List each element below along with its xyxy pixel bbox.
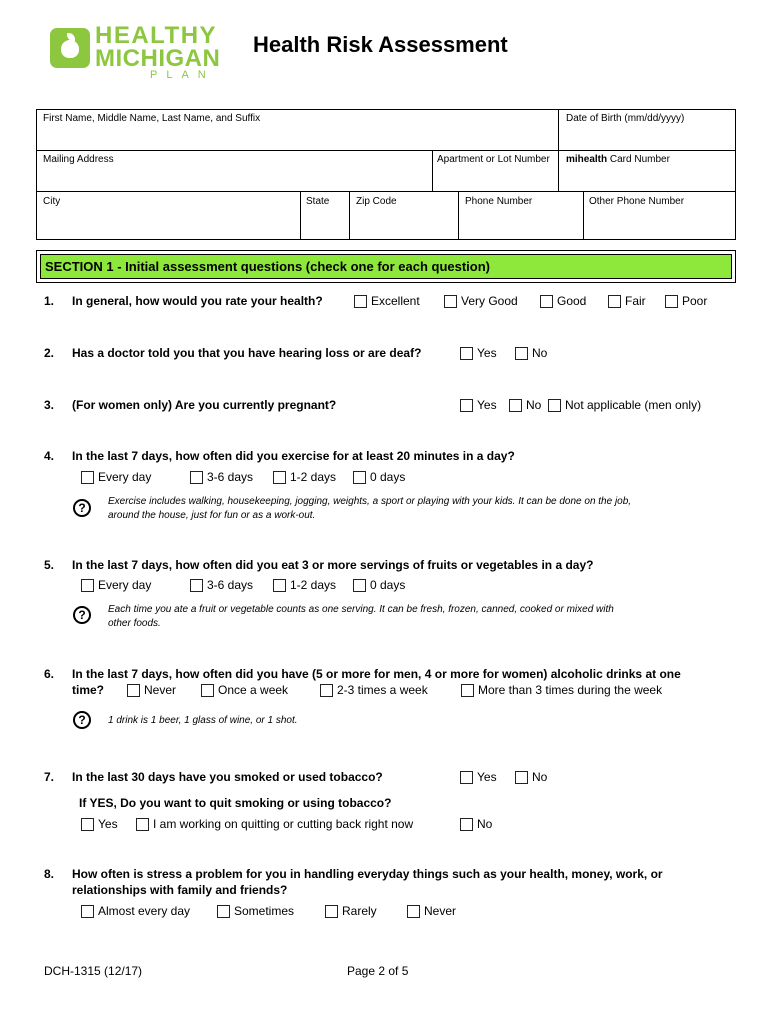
- q7-sub-option-working-on-quitting[interactable]: [136, 816, 413, 832]
- q5-option-0-days[interactable]: [353, 577, 405, 593]
- address-field[interactable]: Mailing Address: [43, 154, 114, 165]
- option-label: 0 days: [370, 470, 406, 484]
- checkbox[interactable]: [460, 771, 473, 784]
- checkbox[interactable]: [127, 684, 140, 697]
- q2-option-yes[interactable]: [460, 345, 497, 361]
- checkbox[interactable]: [325, 905, 338, 918]
- question-text: Has a doctor told you that you have hearing loss or are deaf?: [72, 346, 422, 360]
- grid-divider: [458, 191, 459, 240]
- personal-info-grid: [36, 109, 736, 240]
- option-label: Sometimes: [234, 904, 295, 918]
- option-label: Every day: [98, 578, 152, 592]
- help-icon: ?: [73, 711, 91, 729]
- q6-option-more-than-3[interactable]: [461, 682, 662, 698]
- checkbox[interactable]: [353, 471, 366, 484]
- checkbox[interactable]: [190, 579, 203, 592]
- option-label: Very Good: [461, 294, 518, 308]
- form-number: DCH-1315 (12/17): [44, 964, 143, 978]
- question-text: In general, how would you rate your health?: [72, 294, 323, 308]
- grid-divider: [558, 109, 559, 191]
- checkbox[interactable]: [460, 399, 473, 412]
- question-text: In the last 7 days, how often did you have (5 or more for men, 4 or more for women) alcoholic drinks at one: [72, 667, 681, 681]
- checkbox[interactable]: [81, 471, 94, 484]
- q5-option-1-2-days[interactable]: [273, 577, 336, 593]
- option-label: Every day: [98, 470, 152, 484]
- checkbox[interactable]: [81, 818, 94, 831]
- grid-divider: [432, 150, 433, 191]
- help-note: around the house, just for fun or as a work-out.: [108, 510, 316, 521]
- question-number: 7.: [44, 770, 55, 784]
- option-label: Yes: [477, 398, 497, 412]
- checkbox[interactable]: [201, 684, 214, 697]
- q2-option-no[interactable]: [515, 345, 547, 361]
- question-text-continued: relationships with family and friends?: [72, 883, 288, 897]
- option-label: 3-6 days: [207, 470, 254, 484]
- option-label: Fair: [625, 294, 646, 308]
- help-icon: ?: [73, 499, 91, 517]
- help-note: other foods.: [108, 618, 161, 629]
- q5-option-3-6-days[interactable]: [190, 577, 253, 593]
- help-note: Exercise includes walking, housekeeping, jogging, weights, a sport or playing with your kids. It can be done on the job,: [108, 496, 632, 507]
- checkbox[interactable]: [354, 295, 367, 308]
- q4-option-3-6-days[interactable]: [190, 469, 253, 485]
- city-field[interactable]: City: [43, 196, 61, 207]
- checkbox[interactable]: [273, 471, 286, 484]
- checkbox[interactable]: [461, 684, 474, 697]
- question-number: 8.: [44, 867, 55, 881]
- question-number: 6.: [44, 667, 55, 681]
- help-note: 1 drink is 1 beer, 1 glass of wine, or 1 shot.: [108, 715, 298, 726]
- question-text: In the last 7 days, how often did you eat 3 or more servings of fruits or vegetables in a day?: [72, 558, 594, 572]
- apt-field[interactable]: Apartment or Lot Number: [437, 154, 550, 165]
- checkbox[interactable]: [81, 579, 94, 592]
- name-field[interactable]: First Name, Middle Name, Last Name, and Suffix: [43, 113, 261, 124]
- sub-question-text: If YES, Do you want to quit smoking or using tobacco?: [79, 796, 392, 810]
- page-number: Page 2 of 5: [347, 964, 409, 978]
- logo-text-healthy: HEALTHY: [95, 22, 218, 49]
- checkbox[interactable]: [515, 347, 528, 360]
- option-label: 3-6 days: [207, 578, 254, 592]
- help-note: Each time you ate a fruit or vegetable counts as one serving. It can be fresh, frozen, canned, cooked or mixed with: [108, 604, 614, 615]
- option-label: No: [526, 398, 542, 412]
- option-label: No: [532, 770, 548, 784]
- zip-field[interactable]: Zip Code: [356, 196, 397, 207]
- option-label: Good: [557, 294, 587, 308]
- q1-option-excellent[interactable]: [354, 293, 420, 309]
- question-text-continued: time?: [72, 683, 105, 697]
- logo-text-michigan: MICHIGAN: [95, 45, 221, 72]
- q6-option-2-3-times[interactable]: [320, 682, 428, 698]
- checkbox[interactable]: [444, 295, 457, 308]
- q8-option-never[interactable]: [407, 903, 456, 919]
- grid-divider: [583, 191, 584, 240]
- question-text: How often is stress a problem for you in handling everyday things such as your health, money, work, or: [72, 867, 663, 881]
- checkbox[interactable]: [320, 684, 333, 697]
- dob-field[interactable]: Date of Birth (mm/dd/yyyy): [566, 113, 685, 124]
- checkbox[interactable]: [81, 905, 94, 918]
- option-label: Yes: [477, 770, 497, 784]
- card-number-label-bold: mihealth: [566, 154, 608, 165]
- q8-option-rarely[interactable]: [325, 903, 377, 919]
- question-number: 2.: [44, 346, 55, 360]
- checkbox[interactable]: [665, 295, 678, 308]
- checkbox[interactable]: [217, 905, 230, 918]
- help-icon: ?: [73, 606, 91, 624]
- q5-option-every-day[interactable]: [81, 577, 151, 593]
- q8-option-sometimes[interactable]: [217, 903, 294, 919]
- checkbox[interactable]: [509, 399, 522, 412]
- grid-divider: [300, 191, 301, 240]
- checkbox[interactable]: [353, 579, 366, 592]
- q4-option-every-day[interactable]: [81, 469, 151, 485]
- q7-option-no[interactable]: [515, 769, 547, 785]
- q3-option-no[interactable]: [509, 397, 541, 413]
- option-label: I am working on quitting or cutting back right now: [153, 817, 414, 831]
- card-number-label: Card Number: [607, 154, 670, 165]
- logo-icon: [50, 28, 90, 68]
- option-label: Not applicable (men only): [565, 398, 702, 412]
- checkbox[interactable]: [608, 295, 621, 308]
- phone-field[interactable]: Phone Number: [465, 196, 533, 207]
- option-label: Never: [144, 683, 177, 697]
- q1-option-fair[interactable]: [608, 293, 646, 309]
- grid-divider: [349, 191, 350, 240]
- option-label: No: [532, 346, 548, 360]
- checkbox[interactable]: [460, 818, 473, 831]
- option-label: 1-2 days: [290, 470, 337, 484]
- logo-text-plan: PLAN: [150, 69, 215, 81]
- option-label: No: [477, 817, 493, 831]
- checkbox[interactable]: [136, 818, 149, 831]
- q3-option-not-applicable[interactable]: [548, 397, 701, 413]
- question-number: 3.: [44, 398, 55, 412]
- question-number: 1.: [44, 294, 55, 308]
- state-field[interactable]: State: [306, 196, 330, 207]
- option-label: Yes: [98, 817, 118, 831]
- option-label: Never: [424, 904, 457, 918]
- q4-option-1-2-days[interactable]: [273, 469, 336, 485]
- checkbox[interactable]: [540, 295, 553, 308]
- q1-option-very-good[interactable]: [444, 293, 518, 309]
- q4-option-0-days[interactable]: [353, 469, 405, 485]
- q7-option-yes[interactable]: [460, 769, 497, 785]
- q7-sub-option-no[interactable]: [460, 816, 492, 832]
- question-number: 5.: [44, 558, 55, 572]
- checkbox[interactable]: [273, 579, 286, 592]
- q7-sub-option-yes[interactable]: [81, 816, 118, 832]
- q1-option-poor[interactable]: [665, 293, 707, 309]
- card-number-field[interactable]: [566, 154, 670, 165]
- option-label: Poor: [682, 294, 708, 308]
- checkbox[interactable]: [548, 399, 561, 412]
- q8-option-almost-every-day[interactable]: [81, 903, 190, 919]
- checkbox[interactable]: [460, 347, 473, 360]
- question-text: In the last 30 days have you smoked or used tobacco?: [72, 770, 383, 784]
- q6-option-once-a-week[interactable]: [201, 682, 288, 698]
- question-text: (For women only) Are you currently pregnant?: [72, 398, 337, 412]
- section-title: SECTION 1 - Initial assessment questions (check one for each question): [45, 259, 490, 274]
- option-label: Rarely: [342, 904, 377, 918]
- option-label: Excellent: [371, 294, 420, 308]
- other-phone-field[interactable]: Other Phone Number: [589, 196, 685, 207]
- question-number: 4.: [44, 449, 55, 463]
- grid-divider: [36, 150, 736, 151]
- option-label: Almost every day: [98, 904, 191, 918]
- page-title: Health Risk Assessment: [253, 32, 508, 57]
- option-label: Once a week: [218, 683, 289, 697]
- option-label: 1-2 days: [290, 578, 337, 592]
- checkbox[interactable]: [515, 771, 528, 784]
- question-text: In the last 7 days, how often did you exercise for at least 20 minutes in a day?: [72, 449, 515, 463]
- checkbox[interactable]: [190, 471, 203, 484]
- q1-option-good[interactable]: [540, 293, 586, 309]
- checkbox[interactable]: [407, 905, 420, 918]
- q6-option-never[interactable]: [127, 682, 176, 698]
- option-label: 2-3 times a week: [337, 683, 428, 697]
- q3-option-yes[interactable]: [460, 397, 497, 413]
- option-label: More than 3 times during the week: [478, 683, 663, 697]
- option-label: 0 days: [370, 578, 406, 592]
- option-label: Yes: [477, 346, 497, 360]
- grid-divider: [36, 191, 736, 192]
